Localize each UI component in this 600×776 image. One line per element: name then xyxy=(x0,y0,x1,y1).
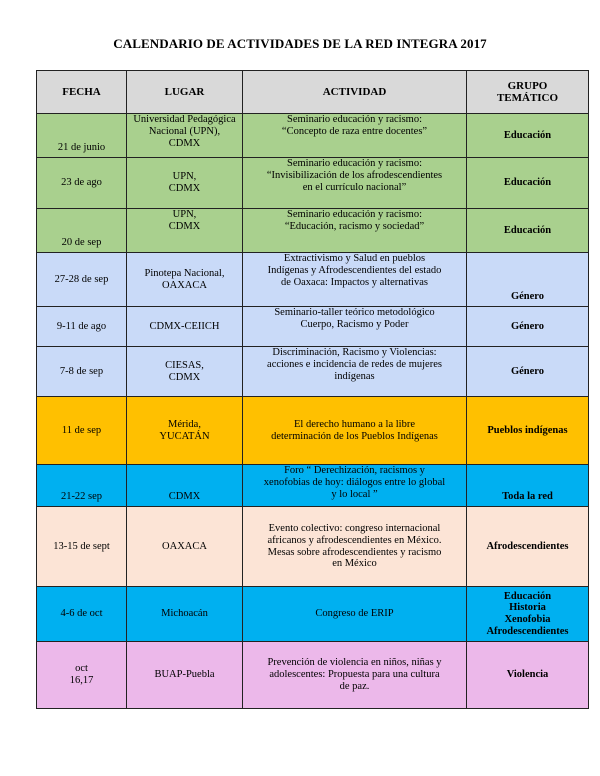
cell-actividad-text: Extractivismo y Salud en pueblos Indígenas y Afrodescendientes del estado de Oaxaca: Impactos y alternativas xyxy=(267,253,442,288)
cell-lugar-text: CIESAS, CDMX xyxy=(165,359,204,383)
document-title: CALENDARIO DE ACTIVIDADES DE LA RED INTEGRA 2017 xyxy=(113,36,487,51)
header-fecha: FECHA xyxy=(37,71,127,114)
cell-actividad xyxy=(243,397,467,465)
cell-lugar xyxy=(127,158,243,209)
table-row xyxy=(37,587,589,642)
cell-grupo: Educación xyxy=(467,114,589,158)
cell-lugar xyxy=(127,397,243,465)
cell-actividad xyxy=(243,465,467,507)
cell-actividad-text: Seminario-taller teórico metodológico Cuerpo, Racismo y Poder xyxy=(274,307,435,330)
activities-calendar-table xyxy=(36,70,589,709)
cell-lugar-text: Universidad Pedagógica Nacional (UPN), CDMX xyxy=(133,114,236,149)
cell-actividad xyxy=(243,307,467,347)
header-grupo-label: GRUPO TEMÁTICO xyxy=(496,79,559,104)
cell-lugar xyxy=(127,114,243,158)
cell-actividad-text: Discriminación, Racismo y Violencias: acciones e incidencia de redes de mujeres indígenas xyxy=(267,347,442,382)
cell-grupo: Género xyxy=(467,307,589,347)
cell-actividad-text: Foro “ Derechización, racismos y xenofobias de hoy: diálogos entre lo global y lo local ” xyxy=(263,465,446,500)
table-row xyxy=(37,397,589,465)
cell-lugar-text: UPN, CDMX xyxy=(168,171,201,194)
cell-fecha: 9-11 de ago xyxy=(37,307,127,347)
cell-grupo: Género xyxy=(467,347,589,397)
cell-lugar-text: UPN, CDMX xyxy=(168,209,201,232)
cell-lugar: OAXACA xyxy=(127,507,243,587)
cell-actividad-text: El derecho humano a la libre determinación de los Pueblos Indígenas xyxy=(271,418,438,442)
cell-actividad-text: Seminario educación y racismo: “Educación, racismo y sociedad” xyxy=(284,209,425,232)
header-grupo-tematico xyxy=(467,71,589,114)
cell-actividad xyxy=(243,642,467,709)
cell-grupo: Género xyxy=(467,253,589,307)
cell-actividad xyxy=(243,114,467,158)
cell-lugar xyxy=(127,347,243,397)
cell-grupo: Educación xyxy=(467,158,589,209)
cell-grupo: Educación xyxy=(467,209,589,253)
cell-actividad xyxy=(243,347,467,397)
cell-fecha: 23 de ago xyxy=(37,158,127,209)
table-row xyxy=(37,507,589,587)
cell-lugar: Michoacán xyxy=(127,587,243,642)
cell-actividad: Congreso de ERIP xyxy=(243,587,467,642)
cell-lugar xyxy=(127,209,243,253)
header-row xyxy=(37,71,589,114)
table-row xyxy=(37,114,589,158)
cell-actividad xyxy=(243,209,467,253)
cell-lugar-text: Pinotepa Nacional, OAXACA xyxy=(144,267,225,291)
cell-fecha xyxy=(37,642,127,709)
table-row xyxy=(37,253,589,307)
header-actividad: ACTIVIDAD xyxy=(243,71,467,114)
header-lugar: LUGAR xyxy=(127,71,243,114)
cell-fecha: 4-6 de oct xyxy=(37,587,127,642)
cell-lugar-text: Mérida, YUCATÁN xyxy=(159,418,210,442)
cell-actividad xyxy=(243,158,467,209)
cell-lugar: BUAP-Puebla xyxy=(127,642,243,709)
cell-actividad-text: Seminario educación y racismo: “Invisibilización de los afrodescendientes en el currículo nacional” xyxy=(266,158,443,193)
table-row xyxy=(37,209,589,253)
cell-lugar: CDMX-CEIICH xyxy=(127,307,243,347)
cell-fecha: 21-22 sep xyxy=(37,465,127,507)
cell-grupo: Afrodescendientes xyxy=(467,507,589,587)
cell-grupo: Violencia xyxy=(467,642,589,709)
cell-actividad-text: Seminario educación y racismo: “Concepto de raza entre docentes” xyxy=(281,114,428,137)
cell-fecha: 11 de sep xyxy=(37,397,127,465)
cell-fecha: 27-28 de sep xyxy=(37,253,127,307)
cell-fecha: 21 de junio xyxy=(37,114,127,158)
cell-lugar xyxy=(127,253,243,307)
cell-fecha: 7-8 de sep xyxy=(37,347,127,397)
cell-fecha: 13-15 de sept xyxy=(37,507,127,587)
cell-fecha: 20 de sep xyxy=(37,209,127,253)
table-row xyxy=(37,158,589,209)
cell-actividad-text: Prevención de violencia en niños, niñas y adolescentes: Propuesta para una cultura de paz. xyxy=(267,657,442,692)
cell-lugar: CDMX xyxy=(127,465,243,507)
cell-grupo: Toda la red xyxy=(467,465,589,507)
cell-actividad xyxy=(243,253,467,307)
table-row xyxy=(37,347,589,397)
cell-grupo: Pueblos indígenas xyxy=(467,397,589,465)
cell-actividad xyxy=(243,507,467,587)
table-row xyxy=(37,307,589,347)
cell-grupo-text: Educación Historia Xenofobia Afrodescendientes xyxy=(486,590,569,637)
table-row xyxy=(37,465,589,507)
cell-fecha-text: oct 16,17 xyxy=(69,663,94,686)
table-row xyxy=(37,642,589,709)
cell-actividad-text: Evento colectivo: congreso internacional africanos y afrodescendientes en México. Mesas sobre afrodescendientes y racismo en México xyxy=(267,523,442,570)
cell-grupo xyxy=(467,587,589,642)
